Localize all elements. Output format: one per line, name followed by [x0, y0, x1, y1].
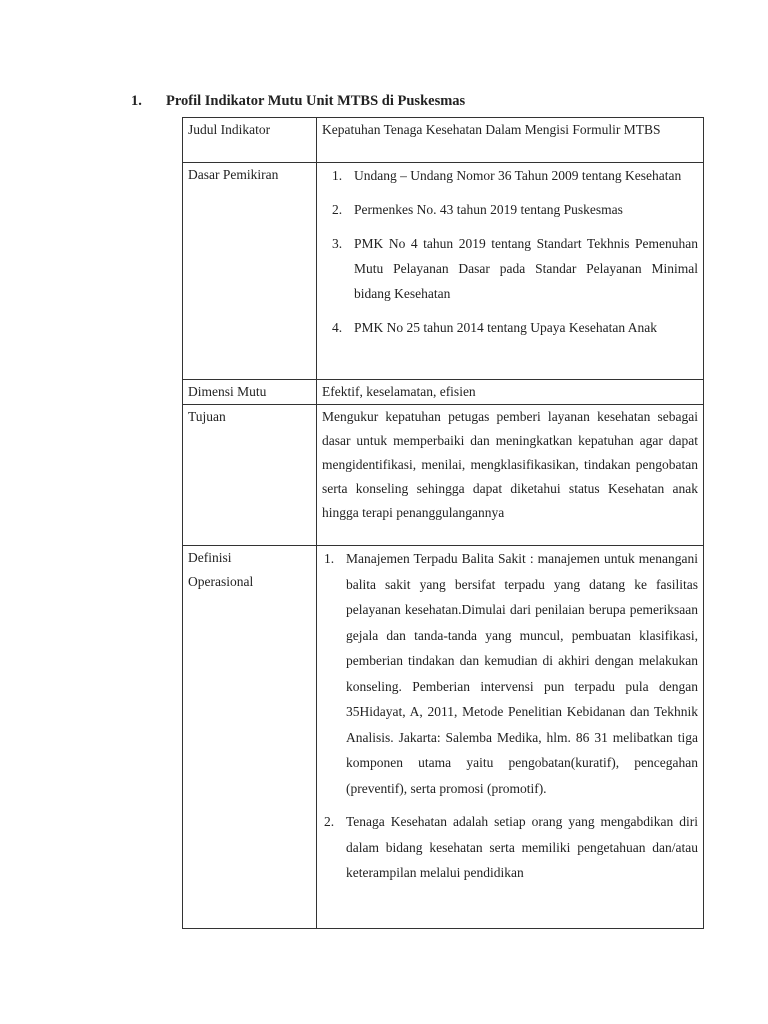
- label-judul-indikator: Judul Indikator: [183, 118, 317, 163]
- row-definisi-operasional: [183, 546, 704, 929]
- row-tujuan: [183, 405, 704, 546]
- dasar-item: 1. Undang – Undang Nomor 36 Tahun 2009 tentang Kesehatan: [332, 168, 682, 183]
- row-dimensi-mutu: [183, 380, 704, 405]
- indicator-profile-table: [182, 117, 704, 929]
- dasar-item: 3. PMK No 4 tahun 2019 tentang Standart Tekhnis Pemenuhan Mutu Pelayanan Dasar pada Standar Pelayanan Minimal bidang Kesehatan: [332, 236, 698, 301]
- value-judul-indikator: Kepatuhan Tenaga Kesehatan Dalam Mengisi Formulir MTBS: [317, 118, 704, 163]
- definisi-item: 1. Manajemen Terpadu Balita Sakit : manajemen untuk menangani balita sakit yang bersifat terpadu yang datang ke fasilitas pelayanan kesehatan.Dimulai dari penilaian berupa pemeriksaan gejala dan tanda-tanda yang muncul, pembuatan klasifikasi, pemberian tindakan dan kemudian di akhiri dengan melakukan konseling. Pemberian intervensi pun terpadu pula dengan 35Hidayat, A, 2011, Metode Penelitian Kebidanan dan Tekhnik Analisis. Jakarta: Salemba Medika, hlm. 86 31 melibatkan tiga komponen utama yaitu pengobatan(kuratif), pencegahan (preventif), serta promosi (promotif).: [324, 551, 698, 796]
- section-heading: [131, 93, 465, 110]
- definisi-item: 2. Tenaga Kesehatan adalah setiap orang yang mengabdikan diri dalam bidang kesehatan serta memiliki pengetahuan dan/atau keterampilan melalui pendidikan: [324, 814, 698, 880]
- dasar-list: [322, 163, 698, 340]
- value-definisi-operasional: [317, 546, 704, 929]
- section-number: 1.: [131, 93, 142, 109]
- dasar-item: 4. PMK No 25 tahun 2014 tentang Upaya Kesehatan Anak: [332, 320, 657, 335]
- row-judul-indikator: [183, 118, 704, 163]
- label-dimensi-mutu: Dimensi Mutu: [183, 380, 317, 405]
- label-dasar-pemikiran: Dasar Pemikiran: [183, 163, 317, 380]
- value-dimensi-mutu: Efektif, keselamatan, efisien: [317, 380, 704, 405]
- value-tujuan: Mengukur kepatuhan petugas pemberi layanan kesehatan sebagai dasar untuk memperbaiki dan meningkatkan kepatuhan agar dapat mengidentifikasi, menilai, mengklasifikasikan, tindakan pengobatan serta konseling sehingga dapat diketahui status Kesehatan anak hingga terapi penanggulangannya: [317, 405, 704, 546]
- dasar-item: 2. Permenkes No. 43 tahun 2019 tentang Puskesmas: [332, 202, 623, 217]
- label-tujuan: Tujuan: [183, 405, 317, 546]
- row-dasar-pemikiran: [183, 163, 704, 380]
- value-dasar-pemikiran: [317, 163, 704, 380]
- label-definisi-operasional: Definisi Operasional: [183, 546, 317, 929]
- section-title: Profil Indikator Mutu Unit MTBS di Puskesmas: [166, 93, 466, 109]
- definisi-list: [322, 546, 698, 886]
